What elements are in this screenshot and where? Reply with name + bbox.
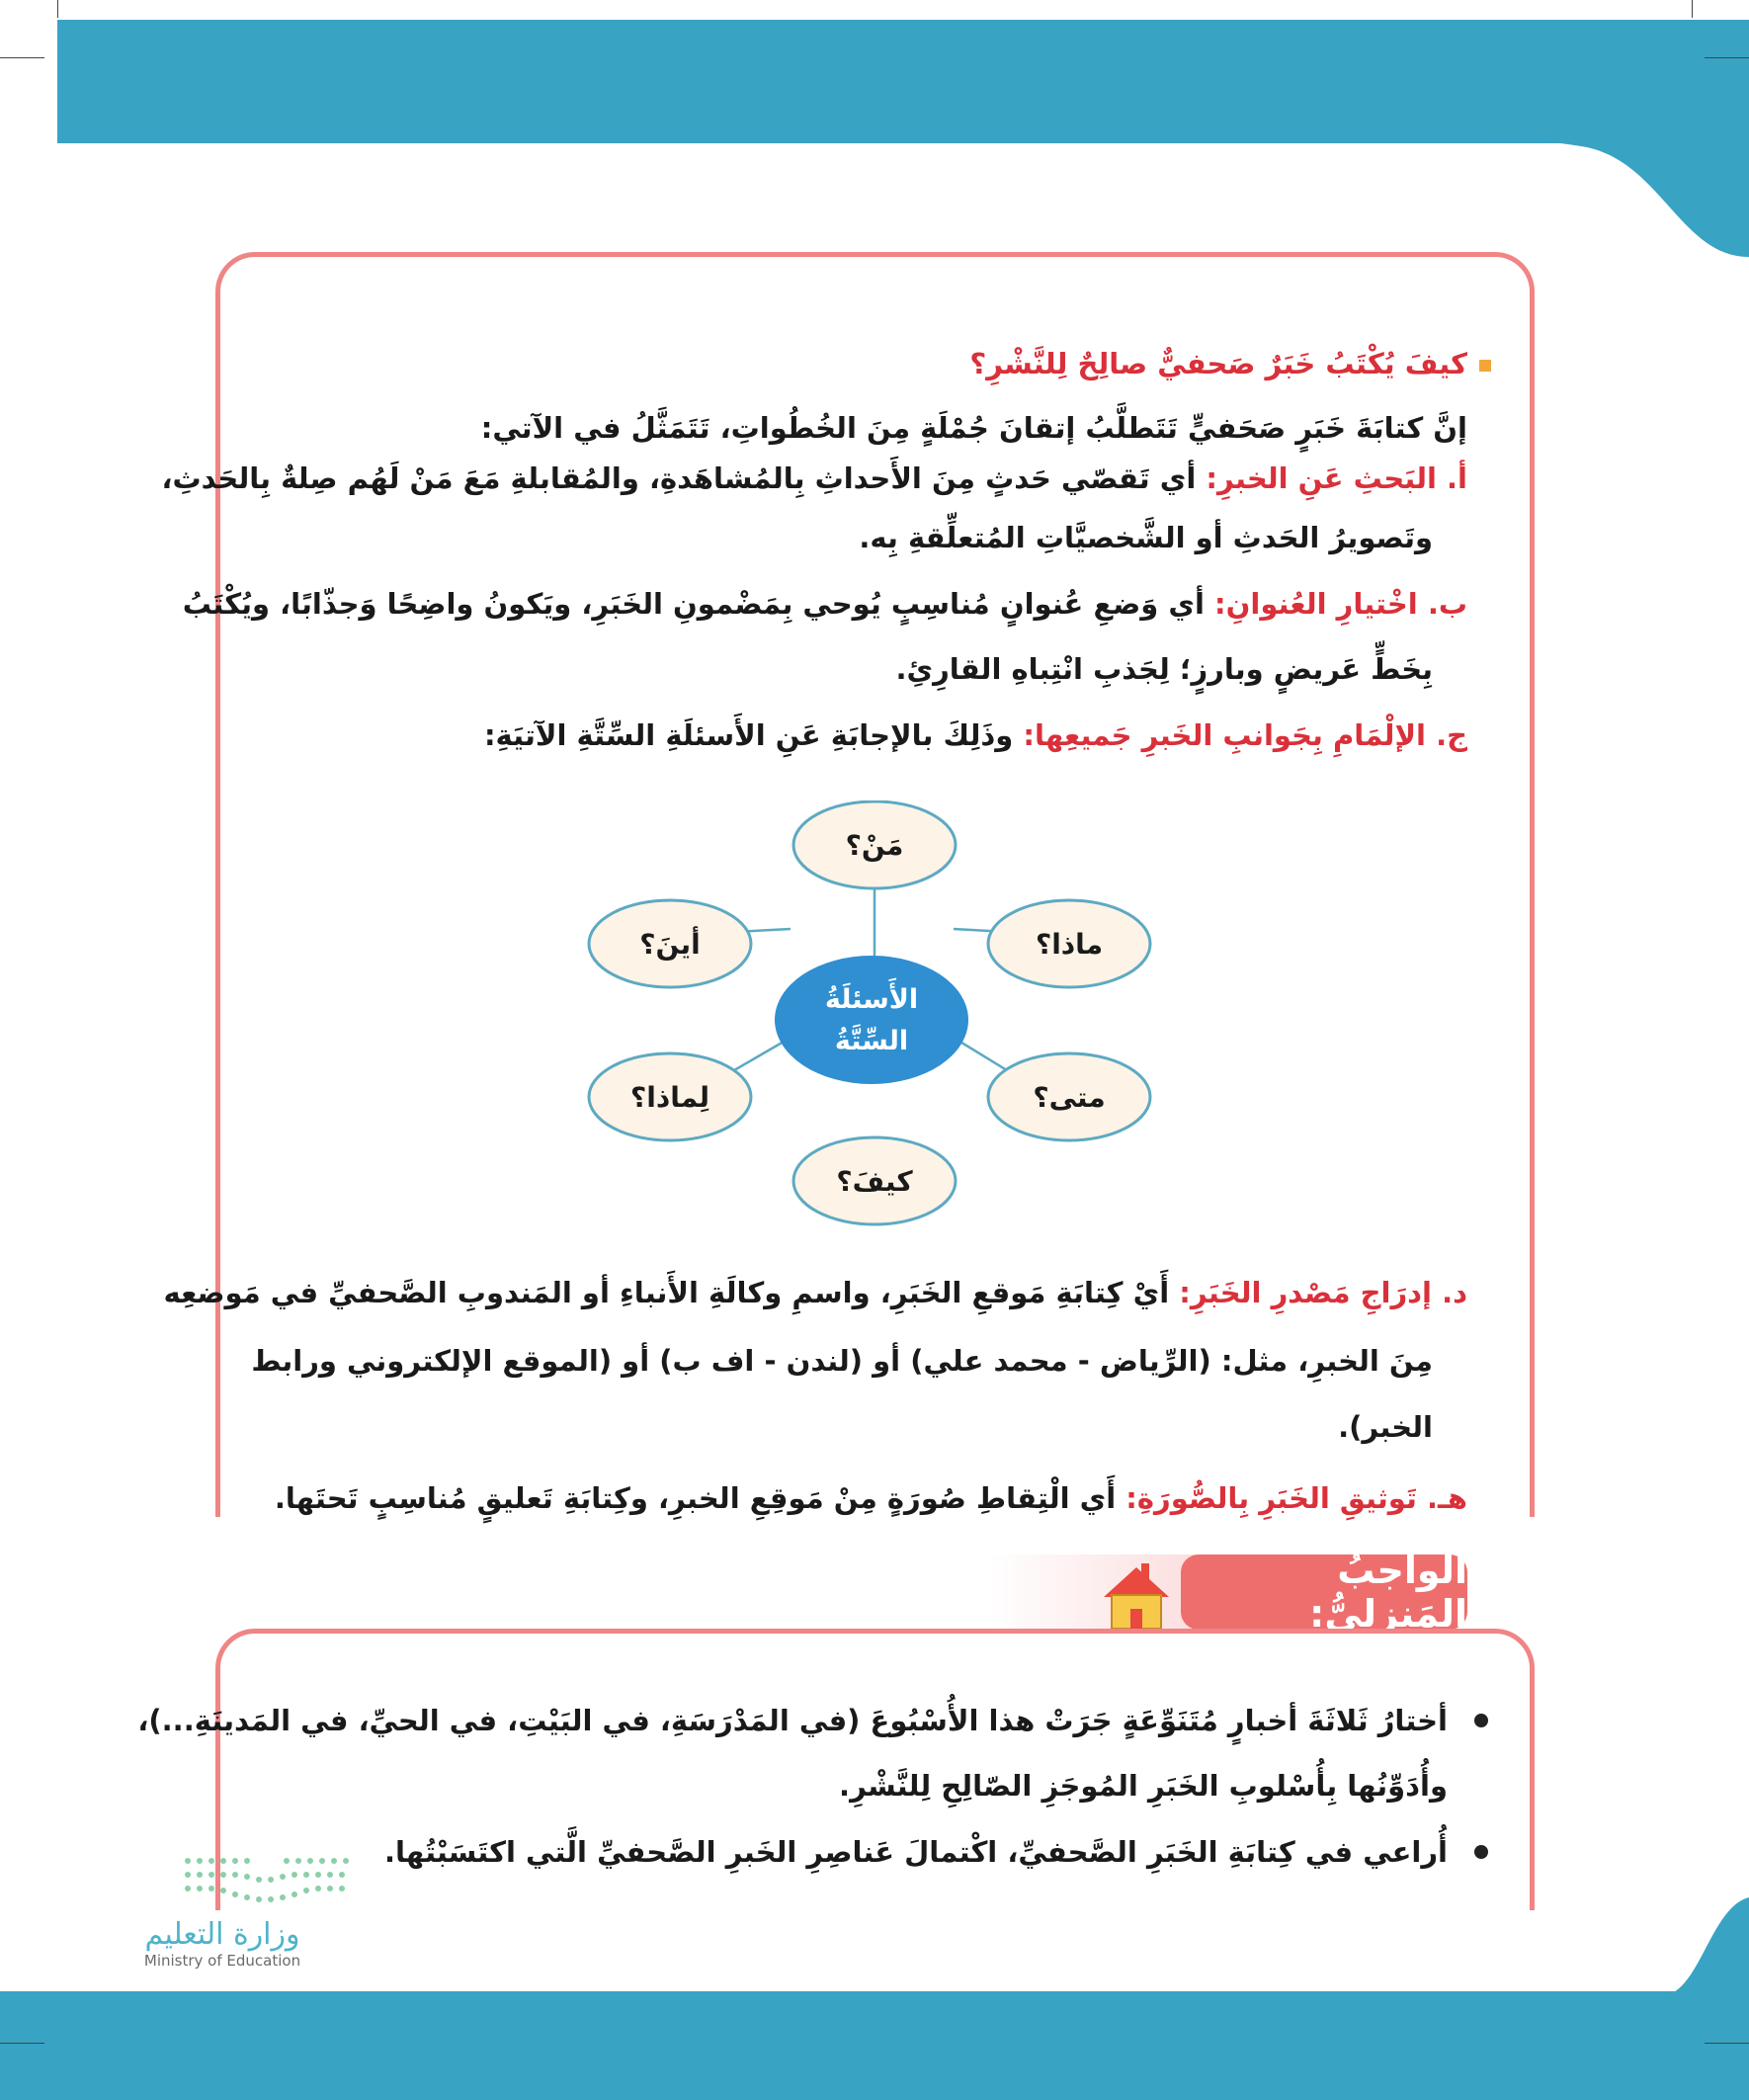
crop-mark xyxy=(0,2043,44,2044)
question-who: مَنْ؟ xyxy=(845,829,904,862)
item-b xyxy=(182,582,1467,626)
question-what: ماذا؟ xyxy=(1035,928,1104,961)
question-where: أينَ؟ xyxy=(639,928,701,961)
item-d-continued-2: الخبر). xyxy=(1338,1410,1433,1444)
item-text: أَيْ كِتابَةِ مَوقعِ الخَبَرِ، واسمِ وكالَةِ الأَنباءِ أو المَندوبِ الصَّحفيِّ في مَوضعِه xyxy=(163,1276,1180,1309)
top-banner xyxy=(57,20,1749,143)
page-number: ١١٤ xyxy=(1552,1915,1629,1964)
bottom-banner-curve xyxy=(1660,1897,1749,1996)
homework-bullet-1: أختارُ ثَلاثَةَ أخبارٍ مُتَنَوِّعَةٍ جَرَتْ هذا الأُسْبُوعَ (في المَدْرَسَةِ، في البَيْتِ، في الحيِّ، في المَدينَةِ...)، xyxy=(137,1704,1448,1737)
crop-mark xyxy=(1705,57,1749,58)
item-text: أي وَضعِ عُنوانٍ مُناسِبٍ يُوحي بِمَضْمونِ الخَبَرِ، ويَكونُ واضِحًا وَجذّابًا، ويُكْتَبُ xyxy=(182,587,1215,621)
question-when: متى؟ xyxy=(1033,1081,1106,1114)
crop-mark xyxy=(1692,0,1693,18)
crop-mark xyxy=(0,57,44,58)
item-d xyxy=(163,1271,1467,1314)
ministry-logo-arabic: وزارة التعليم xyxy=(144,1917,300,1952)
question-how: كيفَ؟ xyxy=(836,1165,913,1198)
six-questions-diagram xyxy=(578,800,1161,1255)
bottom-banner xyxy=(0,1991,1749,2100)
bullet-dot-icon xyxy=(1474,1845,1488,1859)
item-label: ج. الإلْمَامِ بِجَوانبِ الخَبرِ جَميعِها: xyxy=(1023,718,1467,752)
square-bullet-icon xyxy=(1479,360,1491,372)
item-b-continued: بِخَطٍّ عَريضٍ وبارزٍ؛ لِجَذبِ انْتِباهِ القارِئِ. xyxy=(895,652,1433,686)
homework-title: الواجبُ المَنزليُّ: xyxy=(1181,1554,1467,1630)
item-label: د. إدرَاجِ مَصْدرِ الخَبَرِ: xyxy=(1179,1276,1467,1309)
item-label: هـ. تَوثيقِ الخَبَرِ بِالصُّورَةِ: xyxy=(1125,1481,1467,1515)
homework-bullet-1-continued: وأُدَوِّنُها بِأُسْلوبِ الخَبَرِ المُوجَزِ الصّالِحِ لِلنَّشْرِ. xyxy=(839,1769,1448,1803)
item-c xyxy=(222,714,1467,757)
item-e xyxy=(222,1476,1467,1520)
item-text: أَي الْتِقاطِ صُورَةٍ مِنْ مَوقِعِ الخبرِ، وكِتابَةِ تَعليقٍ مُناسِبٍ تَحتَها. xyxy=(274,1481,1126,1515)
item-label: أ. البَحثِ عَنِ الخبرِ: xyxy=(1206,462,1467,495)
intro-paragraph: إنَّ كتابَةَ خَبَرٍ صَحَفيٍّ تَتَطلَّبُ إتقانَ جُمْلَةٍ مِنَ الخُطُواتِ، تَتَمَثَّلُ في الآتي: xyxy=(480,411,1467,445)
item-a-continued: وتَصويرُ الحَدثِ أو الشَّخصيَّاتِ المُتعلِّقةِ بِه. xyxy=(859,521,1433,554)
center-label-line2: السِّتَّةُ xyxy=(834,1026,909,1056)
section-heading: كيفَ يُكْتَبُ خَبَرٌ صَحفيٌّ صالِحٌ لِلنَّشْرِ؟ xyxy=(969,347,1467,380)
center-node xyxy=(775,956,968,1084)
item-d-continued: مِنَ الخبرِ، مثل: (الرِّياض - محمد علي) أو (لندن - اف ب) أو (الموقع الإلكتروني ورابط xyxy=(251,1344,1433,1378)
item-a xyxy=(161,457,1467,500)
center-label-line1: الأَسئلَةُ xyxy=(824,984,919,1015)
bullet-dot-icon xyxy=(1474,1714,1488,1727)
crop-mark xyxy=(57,0,58,18)
ministry-logo-english: Ministry of Education xyxy=(143,1952,301,1970)
crop-mark xyxy=(1705,2043,1749,2044)
house-icon xyxy=(1102,1559,1171,1631)
item-label: ب. اخْتيارِ العُنوانِ: xyxy=(1214,587,1467,621)
ministry-logo-dots-icon xyxy=(178,1853,356,1907)
homework-bullet-2: أُراعي في كِتابَةِ الخَبَرِ الصَّحفيِّ، اكْتمالَ عَناصِرِ الخَبرِ الصَّحفيِّ الَّتي اكتَسَبْتُها. xyxy=(384,1835,1448,1869)
top-banner-curve xyxy=(1462,138,1749,257)
item-text: أي تَقصّي حَدثٍ مِنَ الأَحداثِ بِالمُشاهَدةِ، والمُقابلةِ مَعَ مَنْ لَهُم صِلةٌ بِالحَدثِ، xyxy=(161,462,1207,495)
question-why: لِماذا؟ xyxy=(629,1081,710,1114)
item-text: وذَلِكَ بالإجابَةِ عَنِ الأَسئلَةِ السِّتَّةِ الآتيَةِ: xyxy=(483,718,1024,752)
